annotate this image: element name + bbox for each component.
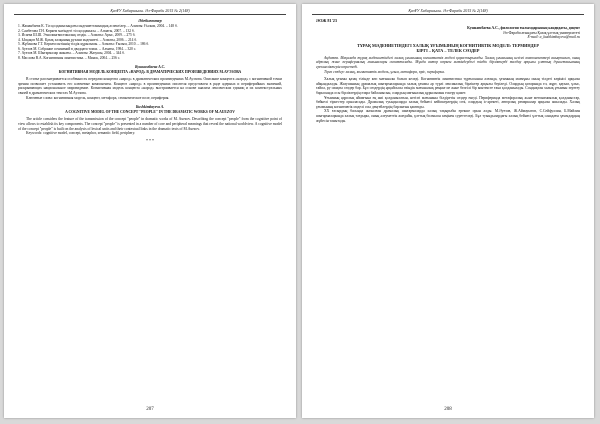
ru-abstract: В статье рассматривается особенность передачи концепта «народ» в драматических произведениях М.Ауэзова. Описание концепта «народ» с когнитивной точки зрения позволяет установить его ключевые компоненты. Концепт «народ» в произведениях писателя представлен в ряде ядерных и периферийных значений, раскрывающих национальное мировидение. Когнитивная модель концепта «народ» выстраивается на основе анализа лексических единиц и их контекстуальных связей в драматических текстах М.Ауэзова.	[18, 77, 282, 95]
body-paragraph: ХХ ғасырдың басында жазылған драмалық шығармаларда халық тақырыбы ерекше орын алды. М.Әуезов, Ж.Аймауытов, С.Сейфуллин, Б.Майлин шығармаларында халық тағдыры, оның әлеуметтік жағдайы, ұлттық болмысы кеңінен суреттеледі. Бұл туындылардағы халық бейнесі ұлттық санадағы ұғымдардың жүйесін танытады.	[316, 109, 580, 123]
header-rule	[312, 14, 584, 15]
right-content	[316, 18, 580, 123]
en-title: A COGNITIVE MODEL OF THE CONCEPT "PEOPLE" IN THE DRAMATIC WORKS OF M.AUEZOV	[65, 109, 235, 114]
abstract: Аңдатпа. Мақалада тұрақ мәдениетіндегі халық ұғымының когнитивтік моделі қарастырылады. Халық ұғымының негізгі компоненттері анықталып, оның ядролық және перифериялық мағыналары сипатталады. Мұнда автор көркем мәтіндердегі тілдік бірліктерді талдау арқылы ұлттық дүниетанымның ерекшеліктерін көрсетеді.	[316, 55, 580, 69]
email-line: E-mail: a_kushkimbayeva@mail.ru	[527, 35, 580, 40]
body-paragraph: Ұғымның ядролық аймағына ең жиі қолданылатын, негізгі мағынаны білдіретін сөздер енеді. Периферияда метафоралық және метонимиялық қолданыстар, бейнелі тіркестер орналасады. Драмалық туындыларда халық бейнесі кейіпкерлердің сөзі, олардың іс-әрекеті, авторлық ремаркалар арқылы ашылады. Халық ұғымының когнитивтік моделі осы деңгейлердің барлығын қамтиды.	[316, 95, 580, 109]
reference-item: 7. Ауезов М. Шығармалар жинағы. – Алматы: Жазушы, 2004. – 344 б.	[18, 51, 125, 55]
affiliation-line: Әл-Фараби атындағы Қазақ ұлттық университеті	[502, 30, 580, 35]
en-abstract: The article considers the feature of the transmission of the concept "people" in dramatic works of M. Auezov. Describing the concept "people" from the cognitive point of view allows to establish its key components. The concept "people" is presented in a number of core and peripheral meanings that reveal the national worldview. A cognitive model of the concept "people" is built on the analysis of lexical units and their contextual links in the dramatic texts of M.Auezov.	[18, 117, 282, 131]
section-separator: * * *	[146, 137, 154, 143]
references-list	[18, 24, 282, 60]
header-rule	[14, 14, 286, 15]
page-number: 208	[444, 407, 452, 412]
left-page	[4, 4, 296, 418]
ru-author: Кушкимбаева А.С.	[135, 65, 165, 69]
reference-item: 8. Маслова В.А. Когнитивная лингвистика. – Минск, 2004. – 256 с.	[18, 55, 121, 60]
reference-item: 5. Жұбанова Г.Т. Көркем мәтіннің тілдік құрылымы. – Алматы: Ғылым, 2010. – 186 б.	[18, 42, 150, 46]
reference-item: 2. Сәмбетова Г.Н. Көркем мәтіндегі тіл қолданысы. – Алматы, 2007. – 132 б.	[18, 28, 135, 33]
ru-keywords: Ключевые слова: когнитивная модель, концепт, метафора, семантическое поле, периферия.	[26, 95, 170, 100]
keywords: Тірек сөздер: халық, когнитивтік модель, ұғым, метафора, өріс, периферия.	[324, 69, 445, 74]
reference-item: 6. Ауезов М. Собрание сочинений в двадцати томах. – Алматы, 1984. – 320 с.	[18, 46, 137, 51]
body-paragraph: Халық ұғымы қазақ тілінде көп мағыналы болып келеді. Когнитивтік лингвистика тұрғысынан алғанда, ұғымның мазмұны оның тілдегі көрінісі арқылы айқындалады. Жазушының драмалық шығармаларында халық ұғымы әр түрлі лексикалық бірліктер арқылы беріледі. Олардың қатарында ел, жұрт, қауым, ұлыс, тайпа, ру сияқты сөздер бар. Бұл сөздердің әрқайсысы өзіндік мағыналық реңкке ие және белгілі бір контексте ғана қолданылады. Сондықтан халық ұғымын зерттеу барысында осы бірліктердің өзара байланысын, олардың мағыналық құрылымын ескеру қажет.	[316, 77, 580, 95]
ru-title: КОГНИТИВНАЯ МОДЕЛЬ КОНЦЕПТА «НАРОД» В ДРАМАТИЧЕСКИХ ПРОИЗВЕДЕНИЯХ М.АУЭЗОВА	[58, 69, 242, 74]
article-subtitle: БІРГІ – ҚАТА – ТЕЛЕК СӨЗДЕР	[416, 47, 480, 53]
page-number: 207	[146, 407, 154, 412]
reference-item: 3. Исаева Ш.Ш. Этнолингвистикалық сөздік. – Алматы: Арыс, 2009. – 275 б.	[18, 33, 136, 37]
references-title: Әдебиеттер	[138, 18, 162, 23]
reference-item: 1. Жаманбаева К. Тіл қолданысындағы мәдениеттанымдық аспектілер. – Алматы: Ғылым, 2004. – 148 б.	[18, 24, 178, 28]
en-keywords: Keywords: cognitive model, concept, metaphor, semantic field, periphery.	[26, 131, 136, 136]
en-author: Kushkimbayeva A.	[135, 105, 165, 110]
reference-item: 4. Ысқақов М.Ж. Қазақ халқының рухани мәдениеті. – Алматы, 2006. – 214 б.	[18, 37, 138, 42]
left-content	[18, 18, 282, 145]
running-header: ҚазҰУ Хабаршысы. Әл-Фараби 2015 № 2(148)	[110, 8, 190, 13]
right-page	[302, 4, 594, 418]
udc-code: ӘОЖ 81'23	[316, 18, 337, 23]
author-line: Кушкимбаева А.С., филология ғылымдарының кандидаты, доцент	[467, 26, 580, 30]
running-header: ҚазҰУ Хабаршысы. Әл-Фараби 2015 № 2(148)	[408, 8, 488, 13]
article-title: ТҰРАҚ МӘДЕНИЕТІНДЕГІ ХАЛЫҚ ҰҒЫМЫНЫҢ КОГНИТИВТІК МОДЕЛІ: ТЕРМИНДЕР	[357, 42, 539, 48]
